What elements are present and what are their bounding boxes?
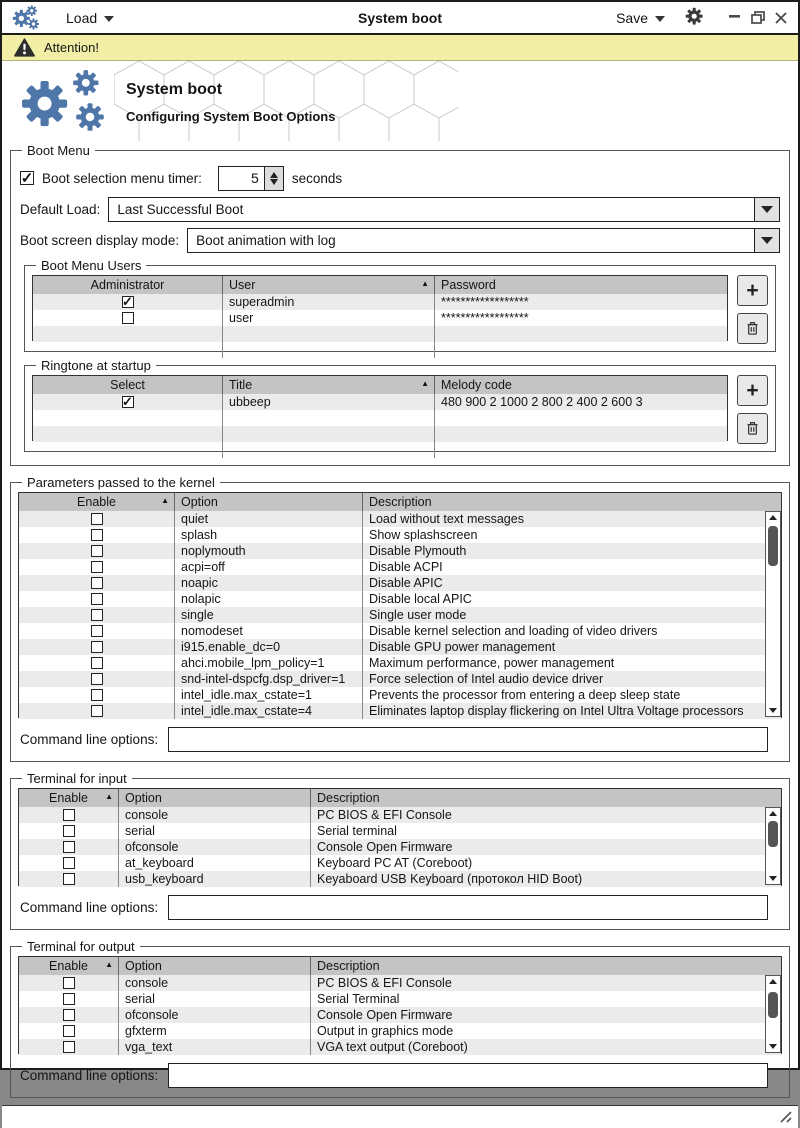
default-load-label: Default Load:: [20, 201, 101, 217]
table-scrollbar[interactable]: [765, 807, 781, 885]
col-user[interactable]: User ▲: [223, 276, 435, 294]
cell-option: console: [119, 975, 311, 991]
cell-description: Disable ACPI: [369, 560, 443, 574]
col-description[interactable]: Description: [369, 495, 432, 509]
empty-cell: [223, 342, 435, 358]
row-checkbox[interactable]: ✓: [122, 394, 133, 409]
cell-option: at_keyboard: [119, 855, 311, 871]
cell-description: Console Open Firmware: [317, 1008, 453, 1022]
cell-password: ******************: [441, 295, 529, 309]
row-checkbox[interactable]: [63, 857, 75, 869]
boot-menu-users-section: [24, 258, 776, 352]
spin-down-icon[interactable]: [270, 179, 278, 185]
cell-option: i915.enable_dc=0: [175, 639, 363, 655]
scroll-thumb[interactable]: [768, 821, 778, 847]
cell-description: Serial terminal: [317, 824, 397, 838]
scroll-thumb[interactable]: [768, 992, 778, 1018]
row-checkbox[interactable]: [91, 561, 103, 573]
cell-enabled: [19, 703, 175, 719]
load-menu-label: Load: [66, 9, 98, 26]
resize-grip[interactable]: [779, 1111, 792, 1124]
table-row[interactable]: [19, 807, 781, 823]
table-row[interactable]: [19, 855, 781, 871]
empty-cell: [223, 442, 435, 458]
cell-description: Disable Plymouth: [369, 544, 467, 558]
scroll-track[interactable]: [766, 987, 780, 1041]
timer-unit: seconds: [291, 170, 343, 186]
cell-option: serial: [119, 991, 311, 1007]
hexagon-pattern: [114, 61, 458, 141]
table-row[interactable]: [19, 623, 781, 639]
cell-selected: [33, 394, 223, 410]
cell-option: ahci.mobile_lpm_policy=1: [175, 655, 363, 671]
cell-option: nolapic: [175, 591, 363, 607]
chevron-down-icon: [761, 237, 773, 244]
cell-enabled: [19, 1023, 119, 1039]
cell-admin: [33, 310, 223, 326]
cell-enabled: [19, 655, 175, 671]
table-row[interactable]: [19, 591, 781, 607]
delete-row-button[interactable]: [737, 413, 768, 444]
terminal-output-table: [18, 956, 782, 1054]
cell-enabled: [19, 1007, 119, 1023]
row-checkbox[interactable]: [91, 657, 103, 669]
kernel-cmdline-input[interactable]: [168, 727, 768, 752]
display-mode-select[interactable]: [187, 228, 780, 253]
cmdline-label: Command line options:: [20, 732, 159, 747]
table-header: [19, 957, 781, 975]
cell-enabled: [19, 543, 175, 559]
row-checkbox[interactable]: [91, 625, 103, 637]
window-title: System boot: [357, 9, 442, 26]
cell-option: vga_text: [119, 1039, 311, 1055]
terminal-output-cmdline-input[interactable]: [168, 1063, 768, 1088]
col-melody-code[interactable]: Melody code: [441, 378, 512, 392]
cell-option: intel_idle.max_cstate=1: [175, 687, 363, 703]
table-header: [33, 376, 727, 394]
row-checkbox[interactable]: [63, 873, 75, 885]
col-password[interactable]: Password: [441, 278, 496, 292]
cell-description: Single user mode: [369, 608, 467, 622]
table-row[interactable]: [19, 975, 781, 991]
cell-option: ofconsole: [119, 839, 311, 855]
cell-description: Force selection of Intel audio device driver: [369, 672, 604, 686]
cell-option: intel_idle.max_cstate=4: [175, 703, 363, 719]
table-row[interactable]: [19, 559, 781, 575]
terminal-input-cmdline-input[interactable]: [168, 895, 768, 920]
cell-enabled: [19, 639, 175, 655]
cell-title: ubbeep: [223, 394, 435, 410]
col-enable[interactable]: Enable ▲: [19, 789, 119, 807]
cmdline-label: Command line options:: [20, 900, 159, 915]
kernel-params-section: [10, 475, 790, 762]
chevron-down-icon: [761, 206, 773, 213]
cell-option: quiet: [175, 511, 363, 527]
default-load-select[interactable]: [108, 197, 780, 222]
boot-menu-legend: Boot Menu: [27, 143, 90, 158]
display-mode-label: Boot screen display mode:: [20, 232, 180, 248]
cell-enabled: [19, 991, 119, 1007]
col-administrator[interactable]: Administrator: [33, 276, 223, 294]
dropdown-button[interactable]: [754, 229, 779, 252]
sort-asc-icon: ▲: [421, 279, 429, 288]
row-checkbox[interactable]: [63, 809, 75, 821]
cell-enabled: [19, 591, 175, 607]
row-checkbox[interactable]: [63, 977, 75, 989]
boot-menu-section: [10, 143, 790, 466]
row-checkbox[interactable]: [91, 593, 103, 605]
empty-row: [33, 326, 727, 342]
cell-option: acpi=off: [175, 559, 363, 575]
cell-enabled: [19, 975, 119, 991]
empty-cell: [223, 410, 435, 426]
ringtone-table: [32, 375, 728, 441]
alert-bar: [2, 35, 798, 61]
cell-description: Prevents the processor from entering a deep sleep state: [369, 688, 681, 702]
sort-asc-icon: ▲: [161, 496, 169, 505]
col-title[interactable]: Title ▲: [223, 376, 435, 394]
cell-enabled: [19, 807, 119, 823]
table-row[interactable]: [19, 991, 781, 1007]
save-menu-label: Save: [616, 9, 648, 26]
cell-description: Disable local APIC: [369, 592, 472, 606]
table-row[interactable]: [19, 511, 781, 527]
users-table: [32, 275, 728, 341]
col-enable[interactable]: Enable ▲: [19, 957, 119, 975]
table-row[interactable]: [19, 655, 781, 671]
ringtone-legend: Ringtone at startup: [41, 358, 151, 373]
table-row[interactable]: [19, 639, 781, 655]
trash-icon: [744, 420, 761, 437]
cell-option: usb_keyboard: [119, 871, 311, 887]
settings-gear-icon[interactable]: [685, 7, 706, 28]
col-description[interactable]: Description: [317, 791, 380, 805]
cell-option: nomodeset: [175, 623, 363, 639]
delete-row-button[interactable]: [737, 313, 768, 344]
timer-value[interactable]: 5: [251, 170, 259, 186]
row-checkbox[interactable]: [91, 529, 103, 541]
cell-enabled: [19, 687, 175, 703]
scroll-up-icon[interactable]: [766, 808, 780, 819]
spin-up-icon[interactable]: [270, 172, 278, 178]
cell-enabled: [19, 623, 175, 639]
display-mode-value: Boot animation with log: [196, 232, 336, 248]
cell-description: Keyaboard USB Keyboard (протокол HID Boot): [317, 872, 583, 886]
cell-enabled: [19, 671, 175, 687]
col-option[interactable]: Option: [119, 789, 311, 807]
cell-enabled: [19, 855, 119, 871]
terminal-input-section: [10, 771, 790, 930]
table-row[interactable]: [19, 1023, 781, 1039]
cell-enabled: [19, 527, 175, 543]
cell-enabled: [19, 839, 119, 855]
spinner-arrows[interactable]: [264, 167, 283, 190]
trash-icon: [744, 320, 761, 337]
warning-icon: [14, 38, 35, 57]
scroll-down-icon[interactable]: [766, 873, 780, 884]
cell-description: VGA text output (Coreboot): [317, 1040, 468, 1054]
app-header: [2, 61, 798, 141]
add-row-button[interactable]: +: [737, 275, 768, 306]
cell-option: noplymouth: [175, 543, 363, 559]
empty-cell: [223, 426, 435, 442]
col-description[interactable]: Description: [317, 959, 380, 973]
row-checkbox[interactable]: [91, 545, 103, 557]
cell-option: gfxterm: [119, 1023, 311, 1039]
cell-option: snd-intel-dspcfg.dsp_driver=1: [175, 671, 363, 687]
empty-cell: [33, 342, 223, 358]
status-bar: [2, 1105, 798, 1128]
empty-cell: [435, 442, 727, 458]
scroll-track[interactable]: [766, 819, 780, 873]
kernel-params-table: [18, 492, 782, 718]
page-subtitle: Configuring System Boot Options: [126, 109, 336, 124]
table-header: [19, 493, 781, 511]
app-gears-icon: [12, 5, 40, 31]
table-row[interactable]: [19, 671, 781, 687]
row-checkbox[interactable]: [91, 673, 103, 685]
timer-spinner[interactable]: [218, 166, 284, 191]
scroll-down-icon[interactable]: [766, 705, 780, 716]
chevron-down-icon: [655, 16, 665, 22]
table-row[interactable]: [19, 607, 781, 623]
table-row[interactable]: [19, 1007, 781, 1023]
cell-description: Maximum performance, power management: [369, 656, 615, 670]
cell-enabled: [19, 575, 175, 591]
scroll-up-icon[interactable]: [766, 512, 780, 523]
terminal-input-table: [18, 788, 782, 886]
row-checkbox[interactable]: [91, 689, 103, 701]
empty-cell: [223, 326, 435, 342]
empty-row: [33, 342, 727, 358]
cell-melody: 480 900 2 1000 2 800 2 400 2 600 3: [441, 395, 643, 409]
terminal-output-legend: Terminal for output: [27, 939, 135, 954]
empty-cell: [435, 326, 727, 342]
empty-cell: [33, 426, 223, 442]
cell-description: Disable APIC: [369, 576, 443, 590]
cell-description: PC BIOS & EFI Console: [317, 976, 452, 990]
table-row[interactable]: [33, 310, 727, 326]
empty-cell: [33, 410, 223, 426]
cell-description: Show splashscreen: [369, 528, 478, 542]
col-enable[interactable]: Enable ▲: [19, 493, 175, 511]
scroll-track[interactable]: [766, 523, 780, 705]
table-row[interactable]: [19, 527, 781, 543]
cell-admin: [33, 294, 223, 310]
ringtone-section: [24, 358, 776, 452]
table-row[interactable]: [19, 575, 781, 591]
row-checkbox[interactable]: [122, 312, 134, 324]
cmdline-label: Command line options:: [20, 1068, 159, 1083]
minimize-button[interactable]: [728, 11, 742, 25]
empty-cell: [435, 342, 727, 358]
empty-row: [33, 442, 727, 458]
cell-enabled: [19, 559, 175, 575]
cell-description: Keyboard PC AT (Coreboot): [317, 856, 473, 870]
cell-description: Disable kernel selection and loading of video drivers: [369, 624, 658, 638]
cell-enabled: [19, 823, 119, 839]
table-row[interactable]: [19, 871, 781, 887]
cell-enabled: [19, 871, 119, 887]
cell-enabled: [19, 511, 175, 527]
timer-checkbox[interactable]: ✓: [20, 170, 34, 187]
empty-cell: [435, 410, 727, 426]
sort-asc-icon: ▲: [105, 792, 113, 801]
cell-option: noapic: [175, 575, 363, 591]
row-checkbox[interactable]: [91, 705, 103, 717]
terminal-output-section: [10, 939, 790, 1098]
cell-enabled: [19, 1039, 119, 1055]
cell-option: single: [175, 607, 363, 623]
table-scrollbar[interactable]: [765, 511, 781, 717]
col-select[interactable]: Select: [33, 376, 223, 394]
alert-text: Attention!: [44, 40, 99, 55]
cell-description: Disable GPU power management: [369, 640, 556, 654]
cell-description: Load without text messages: [369, 512, 524, 526]
cell-description: Serial Terminal: [317, 992, 400, 1006]
cell-user: superadmin: [223, 294, 435, 310]
row-checkbox[interactable]: [91, 577, 103, 589]
row-checkbox[interactable]: [91, 609, 103, 621]
row-checkbox[interactable]: [63, 841, 75, 853]
empty-cell: [33, 442, 223, 458]
cell-description: Output in graphics mode: [317, 1024, 454, 1038]
scroll-thumb[interactable]: [768, 526, 778, 566]
close-button[interactable]: [774, 11, 788, 25]
table-row[interactable]: [19, 543, 781, 559]
row-checkbox[interactable]: ✓: [122, 294, 133, 309]
table-scrollbar[interactable]: [765, 975, 781, 1053]
load-menu[interactable]: [62, 8, 118, 28]
cell-password: ******************: [441, 311, 529, 325]
table-row[interactable]: [19, 839, 781, 855]
dropdown-button[interactable]: [754, 198, 779, 221]
table-row[interactable]: [33, 294, 727, 310]
titlebar: [2, 2, 798, 35]
scroll-down-icon[interactable]: [766, 1041, 780, 1052]
cell-description: Console Open Firmware: [317, 840, 453, 854]
table-header: [33, 276, 727, 294]
empty-cell: [33, 326, 223, 342]
kernel-params-legend: Parameters passed to the kernel: [27, 475, 215, 490]
add-row-button[interactable]: +: [737, 375, 768, 406]
row-checkbox[interactable]: [63, 993, 75, 1005]
chevron-down-icon: [104, 16, 114, 22]
users-legend: Boot Menu Users: [41, 258, 142, 273]
cell-description: PC BIOS & EFI Console: [317, 808, 452, 822]
empty-row: [33, 410, 727, 426]
save-menu[interactable]: [612, 8, 669, 28]
row-checkbox[interactable]: [91, 513, 103, 525]
scroll-up-icon[interactable]: [766, 976, 780, 987]
col-option[interactable]: Option: [175, 493, 363, 511]
row-checkbox[interactable]: [91, 641, 103, 653]
cell-option: ofconsole: [119, 1007, 311, 1023]
gears-icon: [18, 69, 114, 138]
sort-asc-icon: ▲: [421, 379, 429, 388]
timer-label: Boot selection menu timer:: [42, 170, 202, 186]
cell-option: splash: [175, 527, 363, 543]
default-load-value: Last Successful Boot: [117, 201, 244, 217]
cell-user: user: [223, 310, 435, 326]
table-row[interactable]: [19, 703, 781, 719]
table-row[interactable]: [19, 687, 781, 703]
row-checkbox[interactable]: [63, 1009, 75, 1021]
empty-cell: [435, 426, 727, 442]
cell-enabled: [19, 607, 175, 623]
table-row[interactable]: [33, 394, 727, 410]
sort-asc-icon: ▲: [105, 960, 113, 969]
cell-option: serial: [119, 823, 311, 839]
table-header: [19, 789, 781, 807]
terminal-input-legend: Terminal for input: [27, 771, 127, 786]
row-checkbox[interactable]: [63, 1041, 75, 1053]
table-row[interactable]: [19, 823, 781, 839]
cell-description: Eliminates laptop display flickering on Intel Ultra Voltage processors: [369, 704, 744, 718]
row-checkbox[interactable]: [63, 1025, 75, 1037]
col-option[interactable]: Option: [119, 957, 311, 975]
page-title: System boot: [126, 81, 223, 98]
maximize-restore-button[interactable]: [751, 11, 765, 25]
row-checkbox[interactable]: [63, 825, 75, 837]
table-row[interactable]: [19, 1039, 781, 1055]
empty-row: [33, 426, 727, 442]
cell-option: console: [119, 807, 311, 823]
